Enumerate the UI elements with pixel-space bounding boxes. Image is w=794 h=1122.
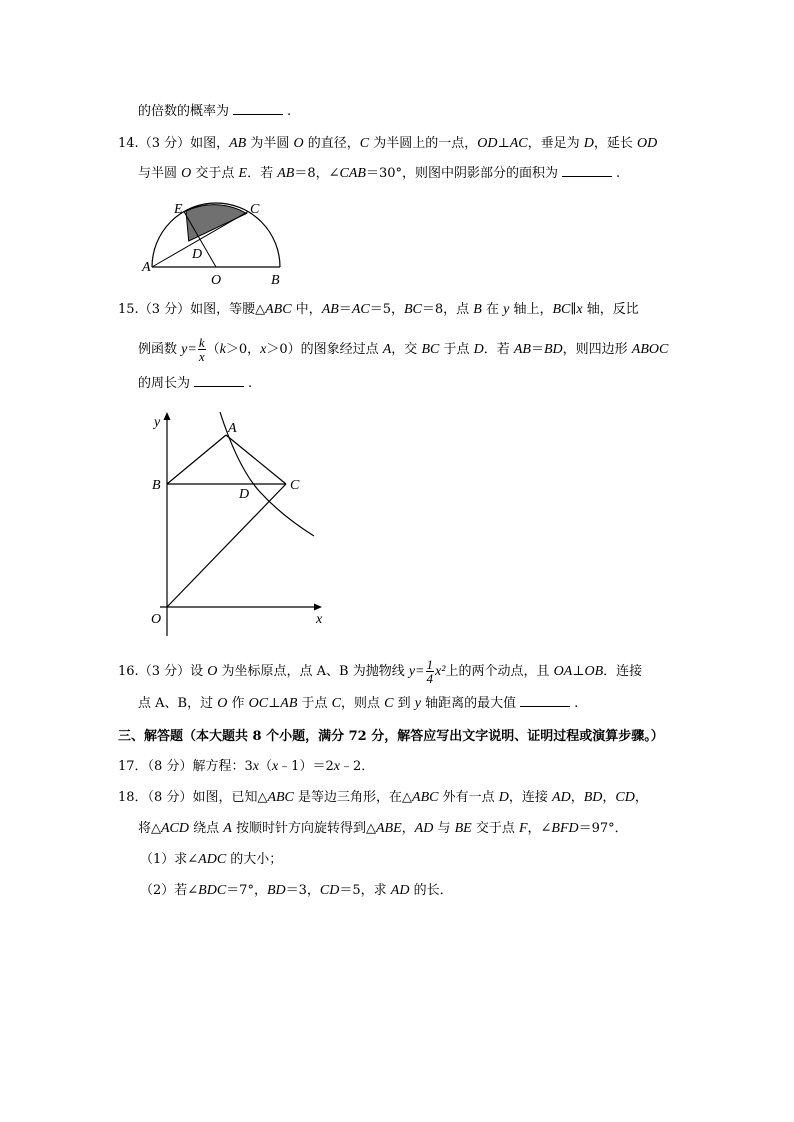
q16-line1 — [118, 658, 642, 686]
q15-line2 — [138, 336, 668, 364]
text-segment: 中， — [291, 302, 322, 317]
q15-x-axis-arrow — [314, 604, 322, 611]
q15-label-c: C — [290, 478, 300, 493]
text-segment: ．若 — [483, 342, 514, 357]
text-segment: ⊥ — [268, 696, 281, 711]
text-segment: ＝8，∠ — [294, 166, 340, 181]
q16-score: （3 分） — [138, 664, 191, 679]
text-segment: 为半圆 — [246, 136, 294, 151]
q16-line2-text — [138, 696, 516, 711]
q13-tail-text: 的倍数的概率为 — [138, 104, 230, 119]
text-segment: AB — [229, 136, 247, 151]
text-segment: BC — [421, 342, 440, 357]
text-segment: ＝30°，则图中阴影部分的面积为 — [365, 166, 559, 181]
text-segment: x — [271, 759, 279, 774]
q15-line3 — [138, 374, 252, 394]
text-segment: 如图， — [190, 136, 230, 151]
q14-label-e: E — [174, 202, 183, 217]
q15-end: . — [248, 376, 253, 391]
text-segment: AC — [351, 302, 370, 317]
text-segment: 是等边三角形，在△ — [293, 790, 413, 805]
q14-label-o: O — [211, 273, 222, 288]
q14-figure — [138, 196, 298, 288]
q18-sub1-text — [140, 852, 282, 867]
text-segment: BC — [403, 302, 422, 317]
text-segment: ＝5，求 — [339, 883, 391, 898]
text-segment: E — [238, 166, 248, 181]
text-segment: ＝ — [338, 302, 352, 317]
text-segment: 于点 — [297, 696, 332, 711]
text-segment: 绕点 — [189, 821, 224, 836]
q14-shaded-region — [186, 205, 247, 241]
text-segment: O — [207, 664, 218, 679]
text-segment: 于点 — [439, 342, 474, 357]
q16-frac-num: 1 — [426, 657, 434, 672]
text-segment: ．连接 — [603, 664, 643, 679]
text-segment: ⊥ — [572, 664, 585, 679]
q16-line2 — [138, 694, 578, 714]
text-segment: AB — [280, 696, 298, 711]
q15-label-y: y — [154, 415, 161, 430]
text-segment: 轴，反比 — [582, 302, 639, 317]
q15-segment-ac — [226, 435, 286, 484]
text-segment: ，∠ — [527, 821, 552, 836]
text-segment: BD — [266, 883, 286, 898]
text-segment: OB — [584, 664, 604, 679]
text-segment: ABOC — [631, 342, 669, 357]
text-segment: A — [223, 821, 232, 836]
text-segment: D — [473, 342, 484, 357]
text-segment: 在 — [481, 302, 504, 317]
q15-number: 15. — [118, 302, 139, 317]
text-segment: y — [503, 302, 510, 317]
text-segment: ＝5， — [369, 302, 404, 317]
text-segment: 到 — [393, 696, 415, 711]
text-segment: O — [293, 136, 304, 151]
q13-end: . — [287, 104, 292, 119]
q17-text — [118, 759, 374, 774]
text-segment: 轴距离的最大值 — [420, 696, 517, 711]
text-segment: x — [252, 759, 259, 774]
text-segment: 的大小； — [226, 852, 283, 867]
q18-line2 — [138, 819, 628, 839]
q16-number: 16. — [118, 664, 139, 679]
text-segment: 设 — [190, 664, 208, 679]
text-segment: ﹣1）＝2 — [278, 759, 334, 774]
text-segment: ，垂足为 — [527, 136, 584, 151]
text-segment: ，延长 — [593, 136, 637, 151]
text-segment: ⊥ — [497, 136, 510, 151]
text-segment: 为半圆上的一点， — [369, 136, 478, 151]
q15-line1-text — [190, 302, 639, 317]
text-segment: k — [219, 342, 226, 357]
text-segment: AB — [277, 166, 295, 181]
q15-fraction-k-over-x — [198, 336, 206, 363]
text-segment: 与半圆 — [138, 166, 182, 181]
text-segment: D — [498, 790, 509, 805]
q14-line1 — [118, 134, 657, 154]
text-segment: BC — [552, 302, 571, 317]
q18-sub2 — [140, 881, 453, 901]
text-segment: 轴上， — [509, 302, 553, 317]
text-segment: （1）求∠ — [140, 852, 199, 867]
text-segment: AD — [414, 821, 434, 836]
text-segment: BD — [543, 342, 563, 357]
text-segment: 交于点 — [471, 821, 519, 836]
text-segment: ， — [570, 790, 584, 805]
text-segment: （ — [258, 759, 272, 774]
text-segment: y — [414, 696, 421, 711]
text-segment: ， — [634, 790, 648, 805]
q15-frac-num: k — [198, 335, 205, 350]
q14-answer-blank[interactable] — [562, 164, 612, 177]
text-segment: ＝97°． — [578, 821, 628, 836]
text-segment: F — [518, 821, 528, 836]
q15-label-o: O — [151, 612, 162, 627]
q18-sub1 — [140, 850, 282, 870]
q14-line2 — [138, 164, 620, 184]
text-segment: C — [331, 696, 342, 711]
text-segment: 上的两个动点，且 — [445, 664, 554, 679]
text-segment: ﹣2． — [339, 759, 375, 774]
text-segment: BE — [454, 821, 472, 836]
text-segment: AD — [552, 790, 571, 805]
text-segment: ABC — [412, 790, 439, 805]
q18-sub2-text — [140, 883, 453, 898]
q14-number: 14. — [118, 136, 139, 151]
q14-end: . — [616, 166, 621, 181]
text-segment: x — [333, 759, 340, 774]
text-segment: ，连接 — [508, 790, 553, 805]
text-segment: 交于点 — [191, 166, 239, 181]
text-segment: C — [359, 136, 370, 151]
text-segment: 的长． — [409, 883, 453, 898]
q16-answer-blank[interactable] — [520, 694, 570, 707]
text-segment: OA — [553, 664, 573, 679]
text-segment: 的直径， — [303, 136, 360, 151]
q15-segment-oc — [167, 484, 286, 607]
text-segment: ABC — [267, 790, 294, 805]
text-segment: （ — [206, 342, 220, 357]
q17-line — [118, 757, 374, 777]
text-segment: ABC — [265, 302, 292, 317]
text-segment: x — [260, 342, 267, 357]
q15-figure — [142, 408, 342, 640]
text-segment: 按顺时针方向旋转得到△ — [231, 821, 376, 836]
text-segment: 外有一点 — [438, 790, 499, 805]
text-segment: y= — [408, 664, 425, 679]
text-segment: CD — [615, 790, 635, 805]
section3-heading: 三、解答题（本大题共 8 个小题，满分 72 分，解答应写出文字说明、证明过程或演算步骤。） — [118, 729, 664, 744]
q15-line1 — [118, 300, 639, 320]
text-segment: 将△ — [138, 821, 161, 836]
text-segment: 18．（8 分）如图，已知△ — [118, 790, 268, 805]
text-segment: ， — [401, 821, 415, 836]
q14-score: （3 分） — [138, 136, 191, 151]
text-segment: ABE — [375, 821, 402, 836]
q16-end: . — [574, 696, 579, 711]
text-segment: OC — [248, 696, 269, 711]
q15-label-d: D — [239, 487, 250, 502]
q15-score: （3 分） — [138, 302, 191, 317]
text-segment: 17．（8 分）解方程：3 — [118, 759, 253, 774]
q18-line2-text — [138, 821, 628, 836]
text-segment: ．若 — [247, 166, 278, 181]
text-segment: ＞0， — [225, 342, 261, 357]
q14-label-b: B — [271, 273, 280, 288]
text-segment: BDC — [198, 883, 227, 898]
text-segment: 如图，等腰△ — [190, 302, 266, 317]
text-segment: ＞0）的图象经过点 — [266, 342, 383, 357]
q14-label-a: A — [142, 260, 151, 275]
text-segment: ，则点 — [341, 696, 385, 711]
text-segment: ＝8，点 — [421, 302, 474, 317]
text-segment: （2）若∠ — [140, 883, 199, 898]
q16-line1-pre — [190, 664, 424, 679]
text-segment: ＝3， — [285, 883, 320, 898]
q18-line1 — [118, 788, 648, 808]
q15-line2-post — [207, 342, 669, 357]
text-segment: ， — [602, 790, 616, 805]
text-segment: ＝7°， — [226, 883, 267, 898]
text-segment: OD — [477, 136, 498, 151]
text-segment: OD — [637, 136, 658, 151]
q15-label-x: x — [316, 612, 323, 627]
text-segment: B — [473, 302, 482, 317]
q15-y-axis-arrow — [164, 412, 171, 420]
q15-label-b: B — [152, 478, 161, 493]
text-segment: ，交 — [391, 342, 422, 357]
q14-line1-text — [190, 136, 657, 151]
q13-tail-line — [138, 102, 291, 122]
text-segment: ∥ — [570, 302, 577, 317]
q15-y-eq: y= — [181, 342, 197, 357]
q15-frac-den: x — [198, 349, 205, 364]
text-segment: x — [576, 302, 583, 317]
text-segment: AD — [390, 883, 410, 898]
q18-line1-text — [118, 790, 648, 805]
text-segment: CD — [319, 883, 340, 898]
q16-frac-den: 4 — [426, 671, 434, 686]
text-segment: CAB — [339, 166, 366, 181]
text-segment: A — [382, 342, 392, 357]
q15-segment-ba — [167, 435, 226, 484]
q16-fraction-one-quarter — [426, 658, 435, 685]
q14-line2-text — [138, 166, 558, 181]
text-segment: D — [583, 136, 594, 151]
q15-line3-text: 的周长为 — [138, 376, 191, 391]
q14-label-d: D — [192, 247, 203, 262]
q13-answer-blank[interactable] — [233, 102, 283, 115]
text-segment: BD — [583, 790, 603, 805]
text-segment: 点 A、B，过 — [138, 696, 218, 711]
text-segment: 为坐标原点，点 A、B 为抛物线 — [217, 664, 409, 679]
text-segment: BFD — [551, 821, 579, 836]
q16-x-squared: x² — [435, 664, 446, 679]
text-segment: AC — [509, 136, 528, 151]
q16-line1-post — [445, 664, 642, 679]
text-segment: ，则四边形 — [562, 342, 632, 357]
text-segment: 作 — [227, 696, 249, 711]
q15-label-a: A — [228, 421, 237, 436]
text-segment: O — [181, 166, 192, 181]
text-segment: AB — [513, 342, 531, 357]
text-segment: 与 — [433, 821, 455, 836]
text-segment: ADC — [198, 852, 227, 867]
q15-answer-blank[interactable] — [194, 374, 244, 387]
text-segment: ACD — [161, 821, 189, 836]
q15-line2-pre: 例函数 — [138, 342, 182, 357]
q14-label-c: C — [250, 202, 260, 217]
text-segment: AB — [321, 302, 339, 317]
text-segment: ＝ — [530, 342, 544, 357]
text-segment: C — [384, 696, 394, 711]
text-segment: O — [217, 696, 228, 711]
